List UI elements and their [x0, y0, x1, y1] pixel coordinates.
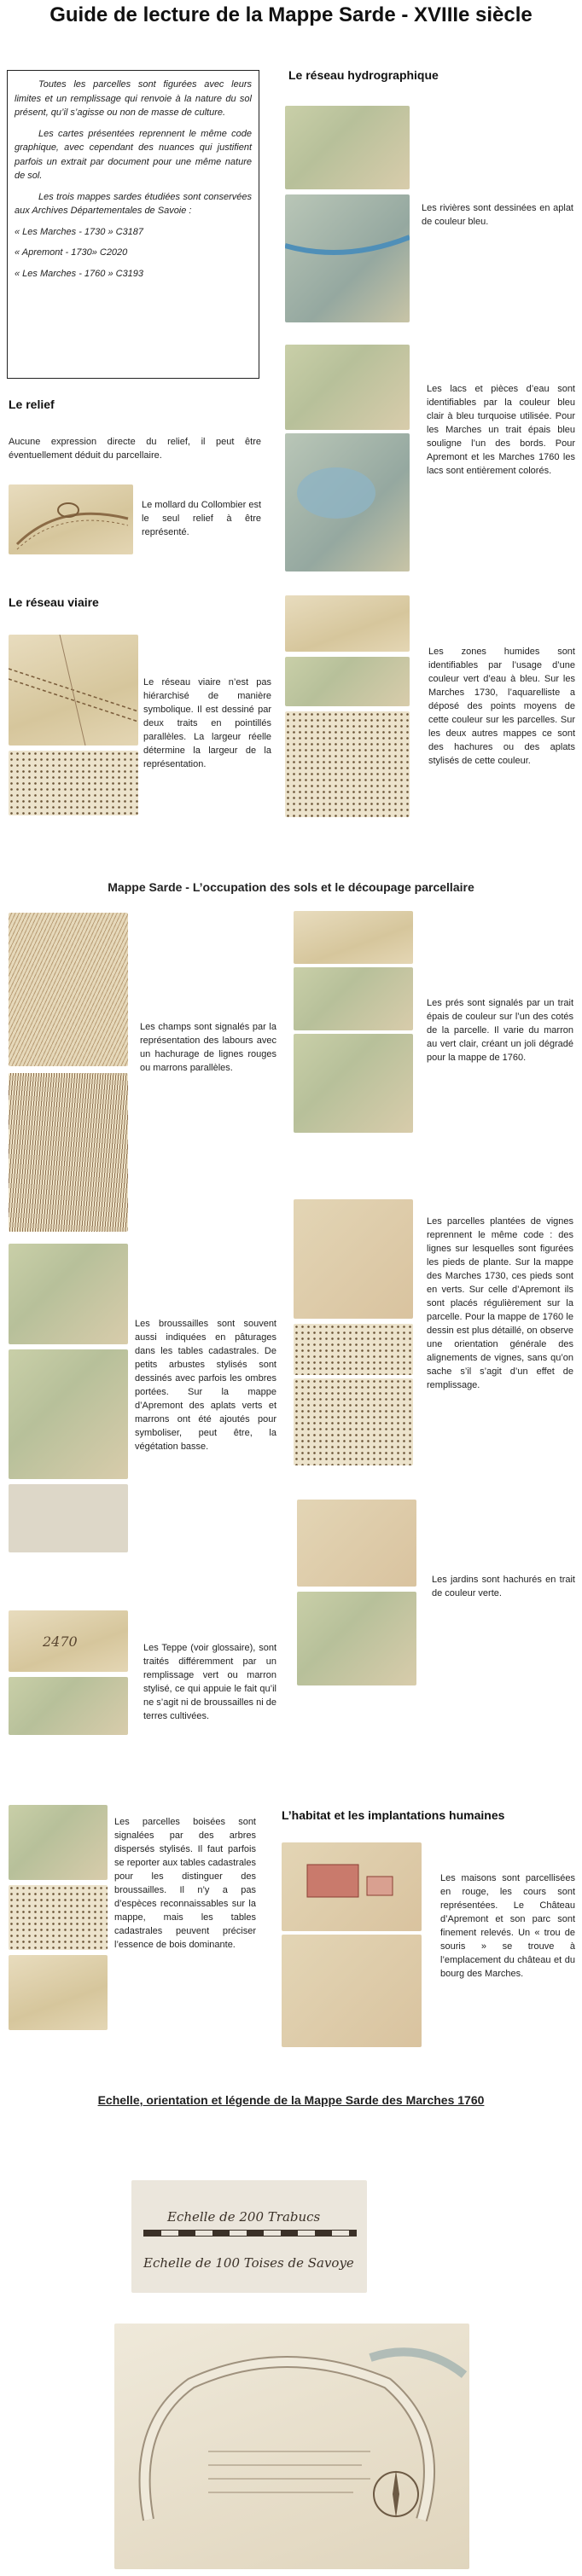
habitat-castle-drawing [282, 1842, 422, 1931]
vignes-map-image-2 [294, 1324, 413, 1375]
hydro-caption-1: Les rivières sont dessinées en aplat de couleur bleu. [422, 203, 573, 227]
hydro-river-drawing [285, 194, 410, 322]
hydro-map-image-6 [285, 657, 410, 706]
viaire-map-image-2 [9, 751, 138, 815]
hydro-map-image-2 [285, 194, 410, 322]
hydro-lake-drawing [285, 433, 410, 571]
intro-paragraph-3: Les trois mappes sardes étudiées sont conservées aux Archives Départementales de Savoie : [15, 191, 252, 216]
habitat-map-image-1 [282, 1842, 422, 1931]
intro-paragraph-1: Toutes les parcelles sont figurées avec leurs limites et un remplissage qui renvoie à la nature du sol présent, qu’il s’agisse ou non de masse de culture. [15, 79, 252, 118]
champs-map-image-1 [9, 913, 128, 1066]
svg-text:2470: 2470 [43, 1633, 78, 1650]
broussailles-map-image-2 [9, 1349, 128, 1479]
teppe-map-image-1 [9, 1610, 128, 1672]
boises-caption: Les parcelles boisées sont signalées par des arbres dispersés stylisés. Il faut parfois se reporter aux tables cadastrales pour les distinguer des broussailles. Il n’y a pas d’espèces reconnaissables sur la mappe, mais les tables cadastrales peuvent préciser l’essence de bois dominante. [114, 1817, 256, 1950]
viaire-map-image-1 [9, 635, 138, 746]
hydro-map-image-3 [285, 345, 410, 430]
viaire-heading: Le réseau viaire [9, 595, 99, 609]
broussailles-map-image-3 [9, 1484, 128, 1552]
viaire-caption: Le réseau viaire n’est pas hiérarchisé de manière symbolique. Il est dessiné par deux traits en pointillés parallèles. La largeur réelle détermine la largeur de la représentation. [143, 677, 271, 769]
hydro-caption-2: Les lacs et pièces d’eau sont identifiables par la couleur bleu clair à bleu turquoise utilisée. Pour les Marches un trait épais bleu souligne l’un des bords. Pour Apremont et les Marches 1760 les lacs sont entièrement colorés. [427, 384, 575, 476]
intro-box [7, 70, 259, 379]
boises-map-image-2 [9, 1885, 108, 1950]
echelle-legend-image [114, 2324, 469, 2569]
hydro-map-image-7 [285, 711, 410, 817]
vignes-map-image-1 [294, 1199, 413, 1319]
champs-map-image-2 [9, 1073, 128, 1232]
echelle-scale-image [131, 2180, 367, 2293]
pres-caption: Les prés sont signalés par un trait épais de couleur sur l’un des cotés de la parcelle. Il varie du marron au vert clair, créant un joli dégradé pour la mappe de 1760. [427, 998, 573, 1063]
hydro-heading: Le réseau hydrographique [288, 68, 439, 82]
habitat-map-image-2 [282, 1935, 422, 2047]
jardins-map-image-2 [297, 1592, 416, 1685]
relief-map-image [9, 484, 133, 554]
echelle-bar-1 [143, 2230, 357, 2237]
hydro-map-image-5 [285, 595, 410, 652]
echelle-line-1: Echelle de 200 Trabucs [167, 2209, 321, 2225]
pres-map-image-2 [294, 967, 413, 1030]
viaire-map-drawing-1 [9, 635, 138, 746]
relief-caption: Le mollard du Collombier est le seul relief à être représenté. [142, 500, 262, 537]
habitat-caption: Les maisons sont parcellisées en rouge, les cours sont représentées. Le Château d’Apremont et son parc sont finement relevés. Un « trou de souris » se trouve à l’emplacement du château et du bourg des Marches. [440, 1873, 575, 1979]
vignes-map-image-3 [294, 1378, 413, 1465]
echelle-line-2: Echelle de 100 Toises de Savoye [143, 2255, 354, 2271]
page-title: Guide de lecture de la Mappe Sarde - XVIIIe siècle [49, 3, 533, 26]
occupation-heading: Mappe Sarde - L’occupation des sols et le découpage parcellaire [108, 880, 474, 894]
hydro-map-image-1 [285, 106, 410, 189]
relief-heading: Le relief [9, 397, 55, 411]
teppe-caption: Les Teppe (voir glossaire), sont traités différemment par un remplissage vert ou marron stylisé, ce qui appuie le fait qu’il ne s’agit ni de broussailles ni de terres cultivées. [143, 1643, 276, 1721]
echelle-heading: Echelle, orientation et légende de la Mappe Sarde des Marches 1760 [97, 2093, 485, 2107]
champs-caption: Les champs sont signalés par la représentation des labours avec un hachurage de lignes rouges ou marrons parallèles. [140, 1022, 276, 1073]
boises-map-image-3 [9, 1955, 108, 2030]
jardins-map-image-1 [297, 1500, 416, 1587]
teppe-number-drawing [9, 1610, 128, 1672]
intro-paragraph-2: Les cartes présentées reprennent le même code graphique, avec cependant des nuances qui justifient parfois un extrait par document pour une même nature de sol. [15, 128, 252, 181]
broussailles-caption: Les broussailles sont souvent aussi indiquées en pâturages dans les tables cadastrales. De petits arbustes stylisés sont dessinés avec parfois les ombres portées. Sur la mappe d’Apremont des aplats verts et marrons ont été ajoutés pour symboliser, peut être, la végétation basse. [135, 1319, 276, 1452]
source-3: « Les Marches - 1760 » C3193 [15, 268, 144, 279]
pres-map-image-3 [294, 1034, 413, 1133]
source-2: « Apremont - 1730» C2020 [15, 247, 128, 258]
source-1: « Les Marches - 1730 » C3187 [15, 226, 144, 237]
vignes-caption: Les parcelles plantées de vignes reprennent le même code : des lignes sur lesquelles sont figurées les pieds de plante. Sur la mappe des Marches 1730, ces pieds sont en verts. Sur celle d’Apremont ils sont placés régulièrement sur la parcelle. Pour la mappe de 1760 le dessin est plus détaillé, on observe une orientation générale des alignements de vignes, sans qu’on sache s’il s’agit d’un effet de remplissage. [427, 1216, 573, 1390]
hydro-caption-3: Les zones humides sont identifiables par l’usage d’une couleur vert d’eau à bleu. Sur les Marches 1730, l’aquarelliste a déposé des points moyens de cette couleur sur les parcelles. Sur les deux autres mappes ce sont des hachures ou des aplats stylisés de cette couleur. [428, 647, 575, 766]
jardins-caption: Les jardins sont hachurés en trait de couleur verte. [432, 1575, 575, 1598]
legend-cartouche-drawing [114, 2324, 469, 2569]
relief-map-drawing [9, 484, 133, 554]
pres-map-image-1 [294, 911, 413, 964]
teppe-map-image-2 [9, 1677, 128, 1735]
hydro-map-image-4 [285, 433, 410, 571]
habitat-heading: L’habitat et les implantations humaines [282, 1808, 505, 1822]
boises-map-image-1 [9, 1805, 108, 1880]
broussailles-map-image-1 [9, 1244, 128, 1344]
relief-text: Aucune expression directe du relief, il peut être éventuellement déduit du parcellaire. [9, 437, 261, 461]
